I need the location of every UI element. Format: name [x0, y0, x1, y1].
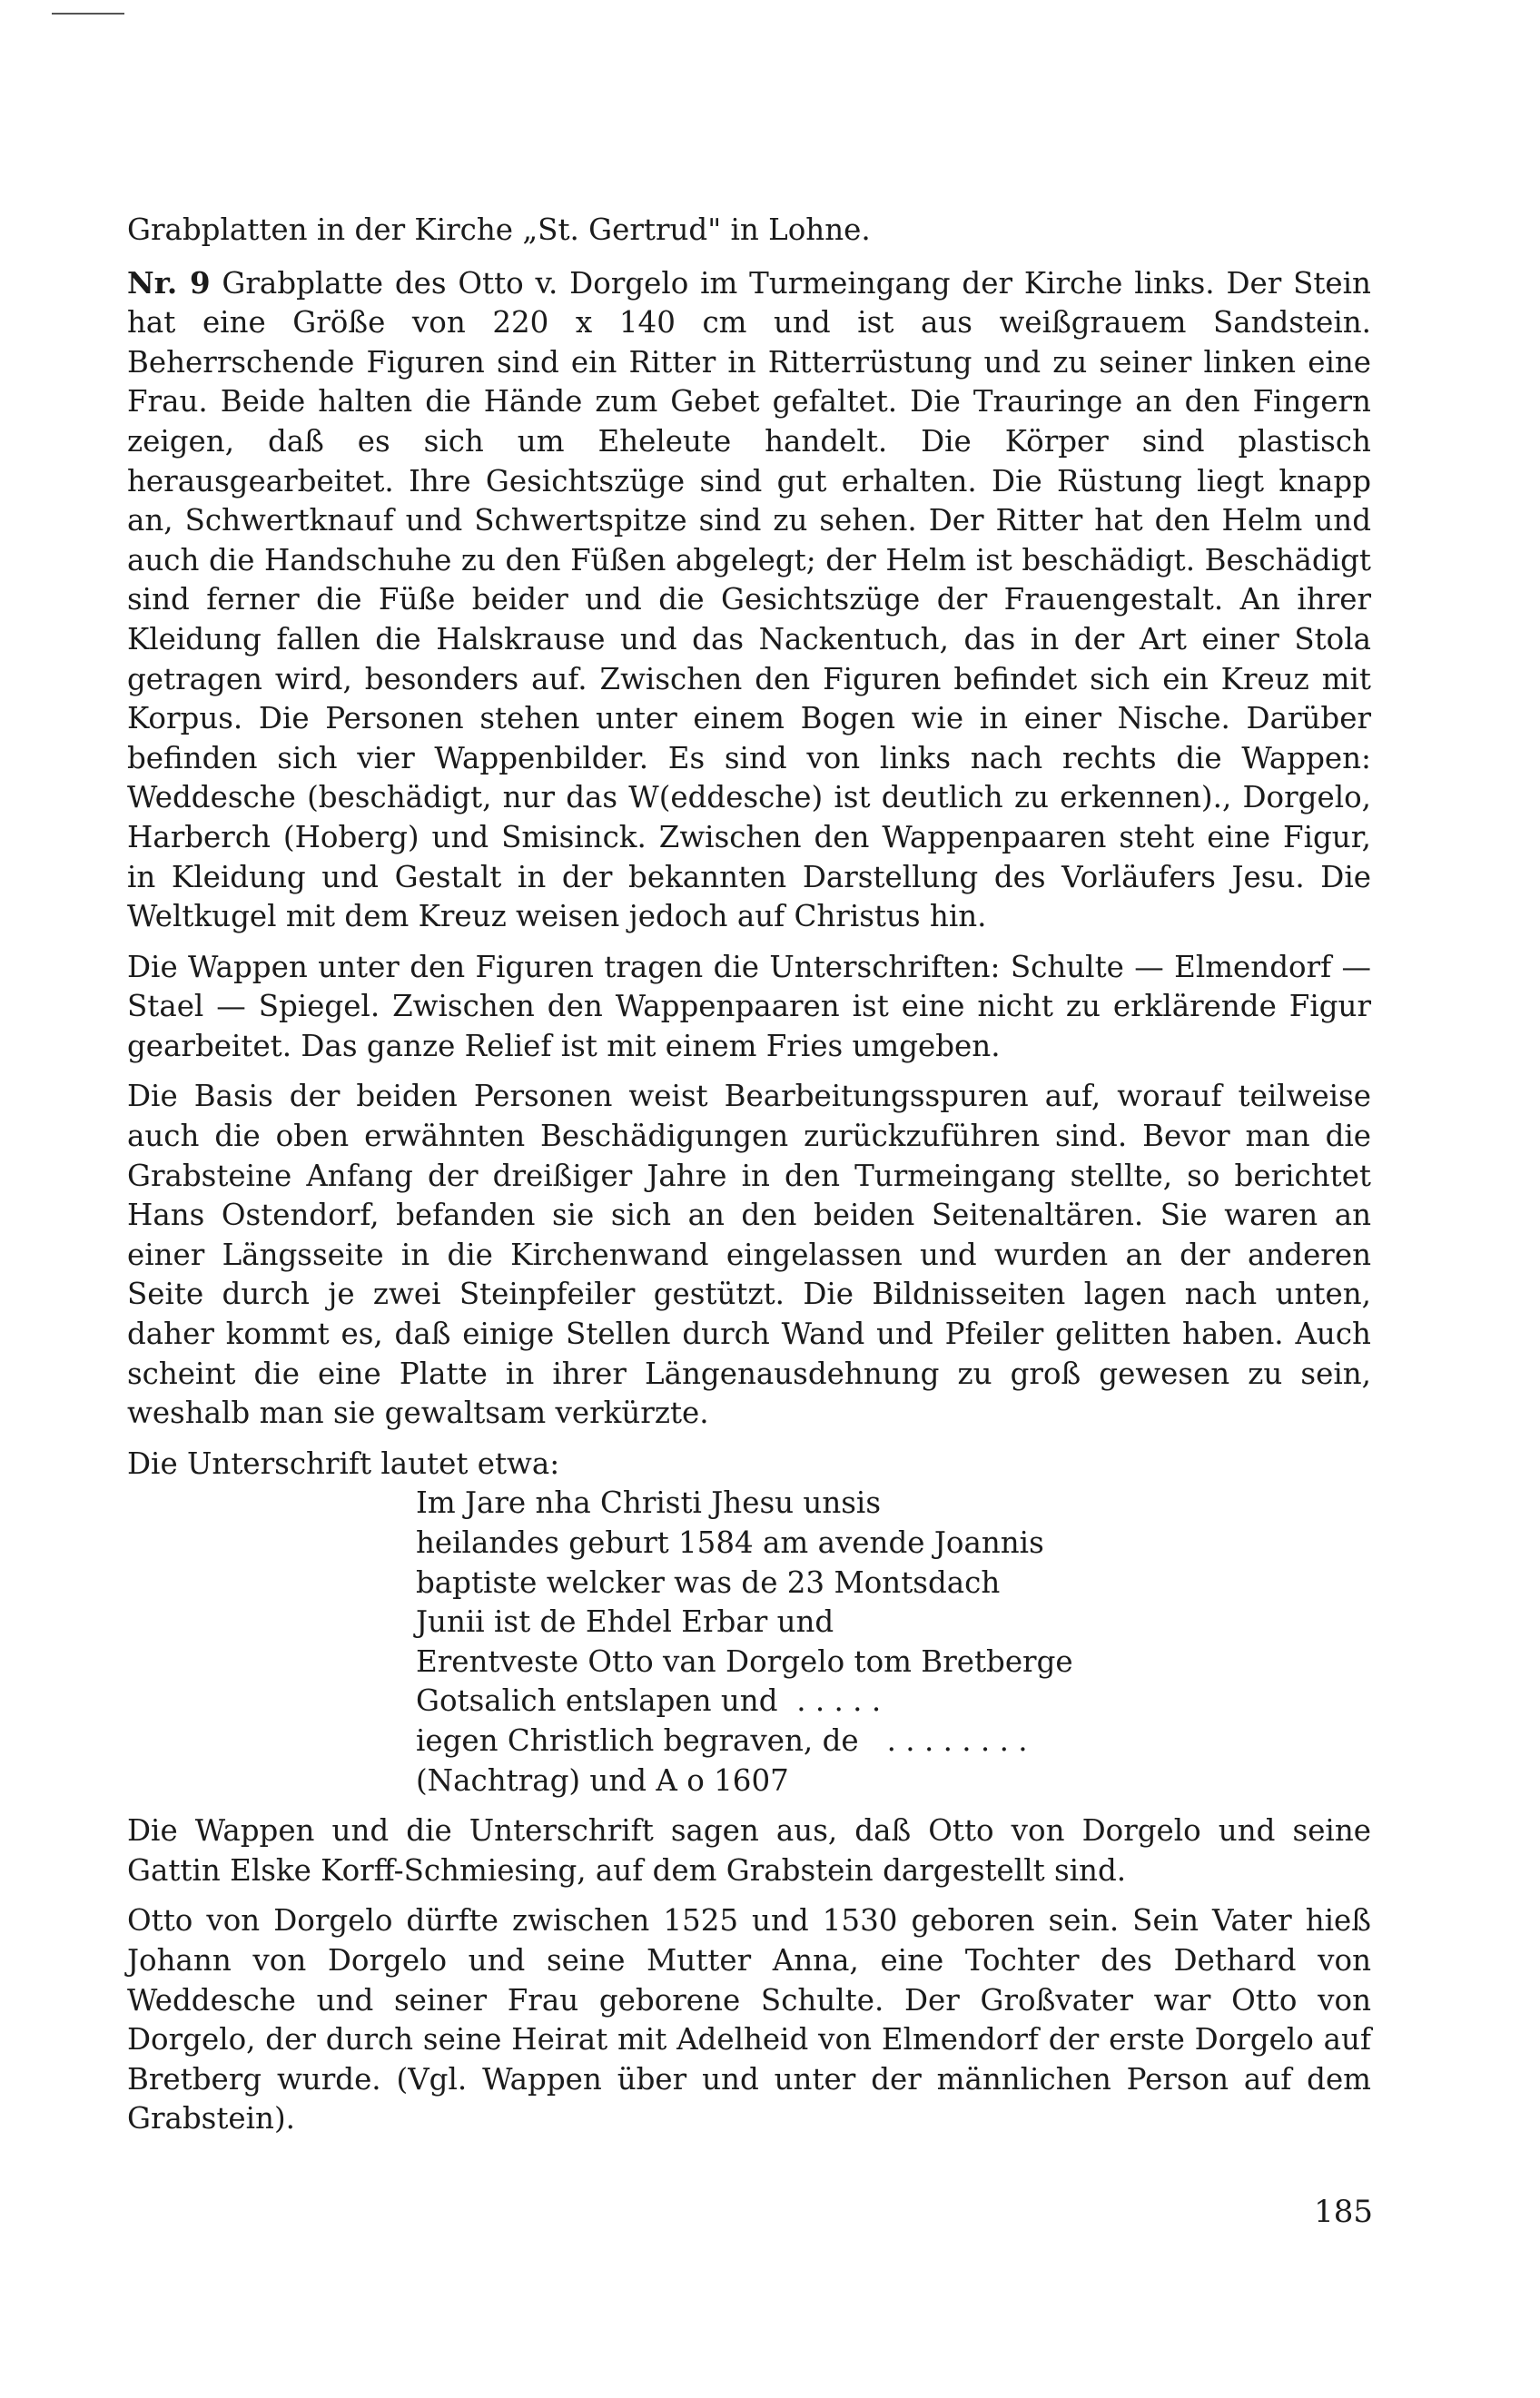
entry-paragraph	[127, 263, 1371, 937]
paragraph-genealogy: Otto von Dorgelo dürfte zwischen 1525 und 1530 geboren sein. Sein Vater hieß Johann von Dorgelo und seine Mutter Anna, eine Tochter des Dethard von Weddesche und seiner Frau geborene Schulte. Der Großvater war Otto von Dorgelo, der durch seine Heirat mit Adelheid von Elmendorf der erste Dorgelo auf Bretberg wurde. (Vgl. Wappen über und unter der männlichen Person auf dem Grabstein).	[127, 1903, 1371, 2136]
paragraph-conclusion: Die Wappen und die Unterschrift sagen aus, daß Otto von Dorgelo und seine Gattin Elske Korff-Schmiesing, auf dem Grabstein dargestellt sind.	[127, 1813, 1371, 1888]
entry-number: Nr. 9	[127, 264, 211, 301]
inscription-line: Im Jare nha Christi Jhesu unsis	[416, 1485, 882, 1521]
paragraph-coats-of-arms: Die Wappen unter den Figuren tragen die Unterschriften: Schulte — Elmendorf — Stael — Spiegel. Zwischen den Wappenpaaren ist eine nicht zu erklärende Figur gearbeitet. Das ganze Relief ist mit einem Fries umgeben.	[127, 949, 1371, 1063]
inscription-line: Junii ist de Ehdel Erbar und	[416, 1604, 834, 1640]
inscription-line: (Nachtrag) und A o 1607	[416, 1762, 789, 1798]
top-rule	[52, 13, 124, 15]
inscription-line: heilandes geburt 1584 am avende Joannis	[416, 1525, 1044, 1560]
inscription-line: baptiste welcker was de 23 Montsdach	[416, 1564, 1001, 1600]
entry-text: Grabplatte des Otto v. Dorgelo im Turmeingang der Kirche links. Der Stein hat eine Größe von 220 x 140 cm und ist aus weißgrauem Sandstein. Beherrschende Figuren sind ein Ritter in Ritterrüstung und zu seiner linken eine Frau. Beide halten die Hände zum Gebet gefaltet. Die Trauringe an den Fingern zeigen, daß es sich um Eheleute handelt. Die Körper sind plastisch herausgearbeitet. Ihre Gesichtszüge sind gut erhalten. Die Rüstung liegt knapp an, Schwertknauf und Schwertspitze sind zu sehen. Der Ritter hat den Helm und auch die Handschuhe zu den Füßen abgelegt; der Helm ist beschädigt. Beschädigt sind ferner die Füße beider und die Gesichtszüge der Frauengestalt. An ihrer Kleidung fallen die Halskrause und das Nackentuch, das in der Art einer Stola getragen wird, besonders auf. Zwischen den Figuren befindet sich ein Kreuz mit Korpus. Die Personen stehen unter einem Bogen wie in einer Nische. Darüber befinden sich vier Wappenbilder. Es sind von links nach rechts die Wappen: Weddesche (beschädigt, nur das W(eddesche) ist deutlich zu erkennen)., Dorgelo, Harberch (Hoberg) und Smisinck. Zwischen den Wappenpaaren steht eine Figur, in Kleidung und Gestalt in der bekannten Darstellung des Vorläufers Jesu. Die Weltkugel mit dem Kreuz weisen jedoch auf Christus hin.	[127, 265, 1371, 934]
inscription-intro: Die Unterschrift lautet etwa:	[127, 1446, 560, 1481]
page-body	[127, 211, 1371, 2139]
inscription-line: Gotsalich entslapen und . . . . .	[416, 1683, 882, 1719]
page-number: 185	[1314, 2194, 1373, 2230]
inscription-block	[416, 1484, 1371, 1801]
inscription-line: Erentveste Otto van Dorgelo tom Bretberge	[416, 1643, 1073, 1679]
inscription-line: iegen Christlich begraven, de . . . . . . . .	[416, 1722, 1028, 1758]
paragraph-history: Die Basis der beiden Personen weist Bearbeitungsspuren auf, worauf teilweise auch die oben erwähnten Beschädigungen zurückzuführen sind. Bevor man die Grabsteine Anfang der dreißiger Jahre in den Turmeingang stellte, so berichtet Hans Ostendorf, befanden sie sich an den beiden Seitenaltären. Sie waren an einer Längsseite in die Kirchenwand eingelassen und wurden an der anderen Seite durch je zwei Steinpfeiler gestützt. Die Bildnisseiten lagen nach unten, daher kommt es, daß einige Stellen durch Wand und Pfeiler gelitten haben. Auch scheint die eine Platte in ihrer Längenausdehnung zu groß gewesen zu sein, weshalb man sie gewaltsam verkürzte.	[127, 1079, 1371, 1431]
section-heading: Grabplatten in der Kirche „St. Gertrud" in Lohne.	[127, 212, 871, 247]
